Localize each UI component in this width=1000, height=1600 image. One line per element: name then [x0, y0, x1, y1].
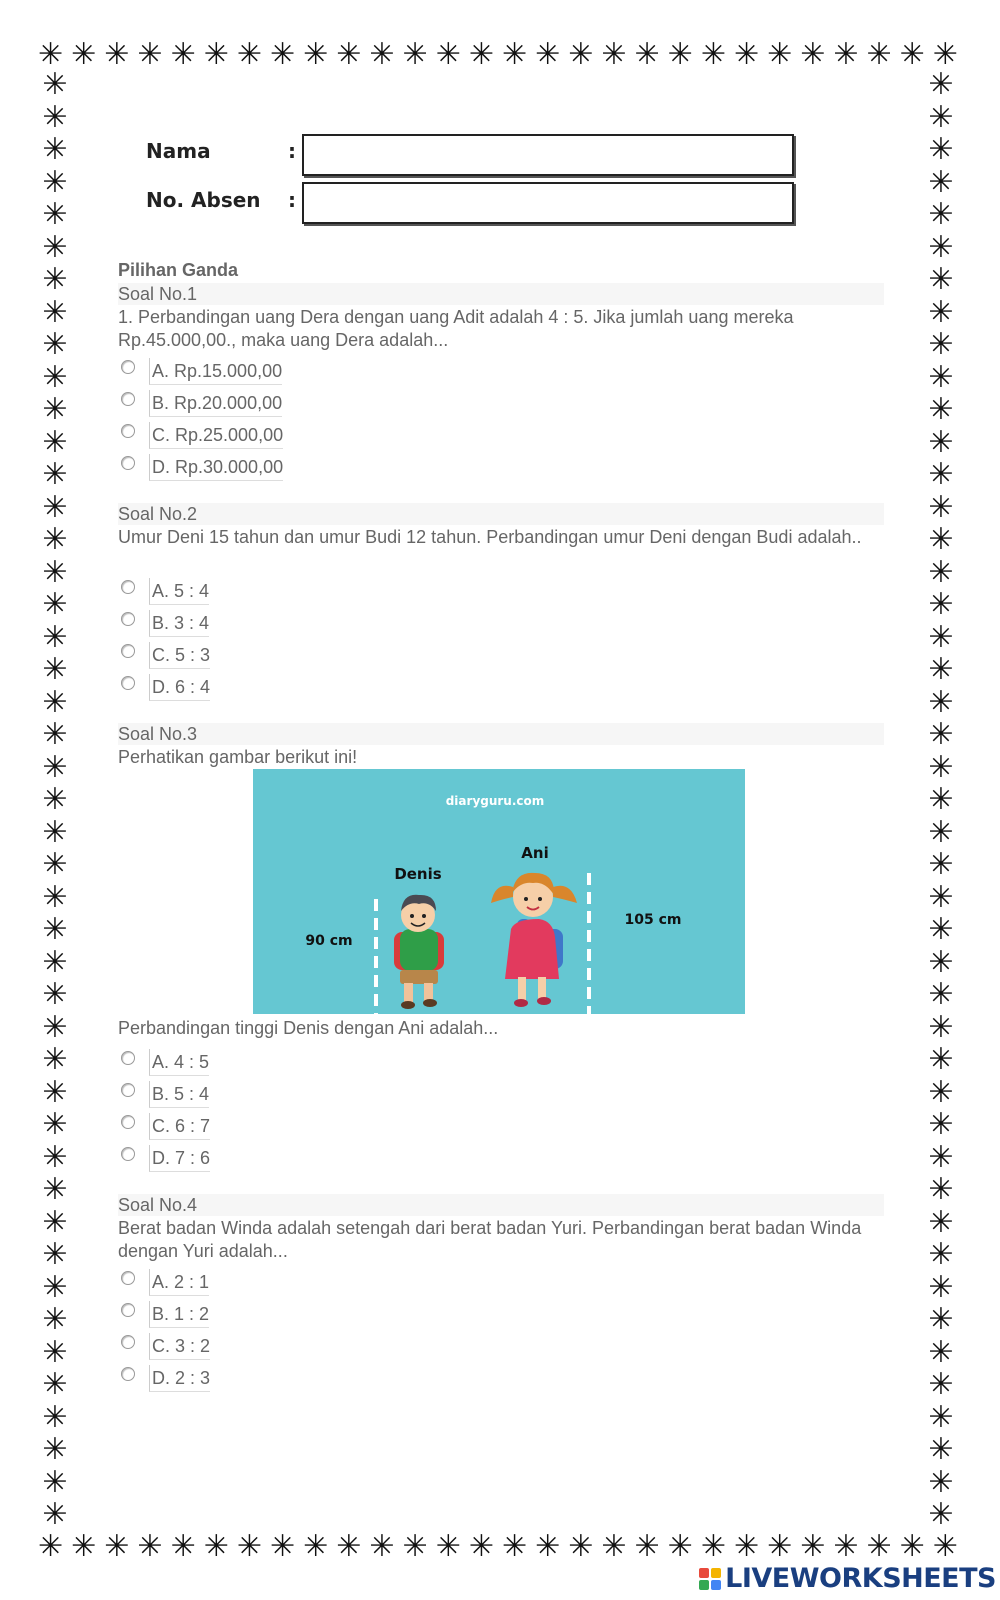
soal-3-option-a[interactable]	[118, 1049, 209, 1075]
border-star-icon: ✳	[866, 37, 892, 72]
border-star-icon: ✳	[928, 1399, 954, 1435]
border-star-icon: ✳	[236, 37, 262, 72]
border-star-icon: ✳	[303, 1529, 329, 1564]
border-star-icon: ✳	[402, 1529, 428, 1564]
radio-icon[interactable]	[121, 360, 135, 374]
border-star-icon: ✳	[137, 1529, 163, 1564]
border-star-icon: ✳	[928, 392, 954, 427]
border-star-icon: ✳	[928, 717, 954, 752]
border-star-icon: ✳	[42, 782, 68, 817]
border-star-icon: ✳	[203, 1529, 229, 1564]
soal-2-option-b[interactable]	[118, 610, 209, 636]
border-star-icon: ✳	[501, 37, 528, 72]
soal-4-option-b[interactable]	[118, 1301, 209, 1327]
border-star-icon: ✳	[42, 1074, 68, 1110]
soal-3-option-d[interactable]	[118, 1145, 210, 1171]
border-star-icon: ✳	[42, 684, 68, 720]
border-star-icon: ✳	[928, 197, 954, 232]
label-90cm: 90 cm	[305, 933, 353, 949]
radio-icon[interactable]	[121, 676, 135, 690]
border-star-icon: ✳	[928, 1367, 954, 1402]
option-label: C. 6 : 7	[149, 1113, 210, 1140]
border-star-icon: ✳	[928, 1107, 954, 1142]
absen-colon: :	[288, 188, 296, 212]
border-star-icon: ✳	[899, 1529, 925, 1564]
radio-icon[interactable]	[121, 1367, 135, 1381]
height-illustration	[253, 769, 745, 1014]
border-star-icon: ✳	[667, 37, 693, 72]
liveworksheets-logo[interactable]	[699, 1563, 996, 1594]
border-star-icon: ✳	[928, 1139, 954, 1175]
border-star-icon: ✳	[928, 1172, 954, 1207]
soal-4-option-a[interactable]	[118, 1269, 209, 1295]
radio-icon[interactable]	[121, 612, 135, 626]
border-star-icon: ✳	[42, 554, 68, 590]
border-star-icon: ✳	[42, 749, 68, 785]
border-star-icon: ✳	[42, 912, 68, 947]
radio-icon[interactable]	[121, 1271, 135, 1285]
brand-text: LIVEWORKSHEETS	[725, 1563, 996, 1594]
border-star-icon: ✳	[928, 1009, 954, 1045]
border-star-icon: ✳	[601, 37, 627, 72]
soal-4-option-d[interactable]	[118, 1365, 210, 1391]
name-input[interactable]	[302, 134, 794, 176]
border-star-icon: ✳	[42, 197, 68, 232]
border-star-icon: ✳	[42, 359, 68, 395]
border-star-icon: ✳	[928, 1302, 954, 1337]
option-label: A. Rp.15.000,00	[149, 358, 282, 385]
border-star-icon: ✳	[42, 164, 68, 200]
border-star-icon: ✳	[71, 1529, 97, 1564]
border-star-icon: ✳	[42, 1302, 68, 1337]
option-label: D. 2 : 3	[149, 1365, 210, 1392]
border-star-icon: ✳	[468, 1529, 494, 1564]
border-star-icon: ✳	[104, 1529, 130, 1564]
border-star-icon: ✳	[42, 977, 68, 1012]
border-top	[38, 38, 958, 72]
border-star-icon: ✳	[42, 327, 68, 362]
border-star-icon: ✳	[928, 879, 954, 915]
soal-1-option-d[interactable]	[118, 454, 283, 480]
border-star-icon: ✳	[42, 67, 68, 102]
border-star-icon: ✳	[568, 1529, 594, 1564]
border-star-icon: ✳	[42, 1432, 68, 1467]
border-star-icon: ✳	[42, 1367, 68, 1402]
soal-1-option-a[interactable]	[118, 358, 282, 384]
border-star-icon: ✳	[42, 1237, 68, 1272]
border-star-icon: ✳	[42, 717, 68, 752]
option-label: B. 1 : 2	[149, 1301, 209, 1328]
soal-3-option-c[interactable]	[118, 1113, 210, 1139]
border-star-icon: ✳	[42, 619, 68, 655]
border-star-icon: ✳	[42, 1269, 68, 1305]
border-star-icon: ✳	[928, 424, 954, 460]
option-label: B. 5 : 4	[149, 1081, 209, 1108]
border-star-icon: ✳	[468, 37, 494, 72]
border-star-icon: ✳	[928, 554, 954, 590]
border-bottom	[38, 1530, 958, 1564]
girl-figure	[491, 873, 577, 1007]
border-star-icon: ✳	[928, 1432, 954, 1467]
border-star-icon: ✳	[42, 489, 68, 525]
radio-icon[interactable]	[121, 1051, 135, 1065]
border-star-icon: ✳	[435, 1529, 461, 1564]
border-star-icon: ✳	[71, 37, 97, 72]
soal-3-text: Perhatikan gambar berikut ini!	[118, 747, 358, 767]
soal-3-question: Perbandingan tinggi Denis dengan Ani adalah...	[118, 1018, 499, 1038]
soal-2-option-d[interactable]	[118, 674, 210, 700]
radio-icon[interactable]	[121, 1083, 135, 1097]
border-star-icon: ✳	[928, 262, 954, 297]
option-label: B. 3 : 4	[149, 610, 209, 637]
border-star-icon: ✳	[928, 132, 954, 167]
border-star-icon: ✳	[42, 392, 68, 427]
border-star-icon: ✳	[402, 37, 428, 72]
border-star-icon: ✳	[733, 37, 760, 72]
border-star-icon: ✳	[236, 1529, 262, 1564]
border-star-icon: ✳	[42, 814, 68, 850]
border-star-icon: ✳	[38, 1529, 64, 1564]
border-star-icon: ✳	[667, 1529, 693, 1564]
border-star-icon: ✳	[336, 1529, 362, 1564]
border-left	[38, 67, 72, 1532]
option-label: A. 4 : 5	[149, 1049, 209, 1076]
border-star-icon: ✳	[42, 1042, 68, 1077]
name-label: Nama	[146, 139, 211, 163]
soal-2-option-c[interactable]	[118, 642, 210, 668]
absen-label: No. Absen	[146, 188, 261, 212]
soal-1-option-c[interactable]	[118, 422, 283, 448]
border-star-icon: ✳	[928, 99, 954, 135]
radio-icon[interactable]	[121, 644, 135, 658]
border-star-icon: ✳	[42, 229, 68, 265]
border-star-icon: ✳	[42, 1172, 68, 1207]
soal-1-text: 1. Perbandingan uang Dera dengan uang Adit adalah 4 : 5. Jika jumlah uang mereka Rp.45.000,00., maka uang Dera adalah...	[118, 307, 794, 350]
border-star-icon: ✳	[928, 619, 954, 655]
border-star-icon: ✳	[928, 684, 954, 720]
soal-1-header: Soal No.1	[118, 283, 884, 305]
border-star-icon: ✳	[928, 1237, 954, 1272]
border-star-icon: ✳	[203, 37, 229, 72]
border-star-icon: ✳	[535, 37, 561, 72]
border-star-icon: ✳	[42, 944, 68, 980]
section-title: Pilihan Ganda	[118, 260, 239, 280]
border-star-icon: ✳	[42, 1204, 68, 1240]
border-star-icon: ✳	[928, 749, 954, 785]
option-label: C. 3 : 2	[149, 1333, 210, 1360]
border-star-icon: ✳	[928, 1334, 954, 1370]
border-star-icon: ✳	[928, 1497, 954, 1532]
border-star-icon: ✳	[601, 1529, 627, 1564]
border-star-icon: ✳	[928, 522, 954, 557]
border-star-icon: ✳	[42, 262, 68, 297]
border-star-icon: ✳	[568, 37, 594, 72]
watermark-text: diaryguru.com	[445, 794, 545, 808]
border-star-icon: ✳	[833, 37, 859, 72]
border-star-icon: ✳	[336, 37, 362, 72]
radio-icon[interactable]	[121, 1147, 135, 1161]
soal-2-option-a[interactable]	[118, 578, 209, 604]
border-star-icon: ✳	[866, 1529, 892, 1564]
border-star-icon: ✳	[42, 132, 68, 167]
label-ani: Ani	[521, 844, 549, 862]
border-star-icon: ✳	[928, 67, 954, 102]
border-star-icon: ✳	[42, 652, 68, 687]
border-star-icon: ✳	[303, 37, 329, 72]
option-label: D. 7 : 6	[149, 1145, 210, 1172]
border-star-icon: ✳	[928, 782, 954, 817]
border-star-icon: ✳	[634, 1529, 660, 1564]
border-star-icon: ✳	[928, 327, 954, 362]
border-star-icon: ✳	[42, 1399, 68, 1435]
border-star-icon: ✳	[42, 1009, 68, 1045]
radio-icon[interactable]	[121, 580, 135, 594]
border-star-icon: ✳	[369, 37, 395, 72]
border-star-icon: ✳	[928, 912, 954, 947]
soal-4-text: Berat badan Winda adalah setengah dari berat badan Yuri. Perbandingan berat badan Winda dengan Yuri adalah...	[118, 1218, 862, 1261]
border-star-icon: ✳	[634, 37, 660, 72]
absen-input[interactable]	[302, 182, 794, 224]
label-105cm: 105 cm	[624, 912, 682, 928]
border-star-icon: ✳	[928, 652, 954, 687]
border-star-icon: ✳	[928, 489, 954, 525]
border-star-icon: ✳	[42, 879, 68, 915]
label-denis: Denis	[394, 865, 442, 883]
border-star-icon: ✳	[42, 99, 68, 135]
border-star-icon: ✳	[42, 847, 68, 882]
liveworksheets-icon	[699, 1568, 721, 1590]
border-star-icon: ✳	[928, 847, 954, 882]
soal-2-text: Umur Deni 15 tahun dan umur Budi 12 tahun. Perbandingan umur Deni dengan Budi adalah..	[118, 527, 862, 547]
border-star-icon: ✳	[733, 1529, 760, 1564]
border-star-icon: ✳	[928, 1074, 954, 1110]
option-label: C. 5 : 3	[149, 642, 210, 669]
radio-icon[interactable]	[121, 424, 135, 438]
option-label: B. Rp.20.000,00	[149, 390, 282, 417]
option-label: A. 2 : 1	[149, 1269, 209, 1296]
border-star-icon: ✳	[928, 944, 954, 980]
border-star-icon: ✳	[833, 1529, 859, 1564]
border-star-icon: ✳	[42, 1139, 68, 1175]
option-label: C. Rp.25.000,00	[149, 422, 283, 449]
name-colon: :	[288, 139, 296, 163]
border-star-icon: ✳	[928, 294, 954, 330]
border-star-icon: ✳	[928, 977, 954, 1012]
border-star-icon: ✳	[501, 1529, 528, 1564]
boy-figure	[394, 895, 444, 1009]
border-star-icon: ✳	[42, 587, 68, 622]
border-star-icon: ✳	[928, 814, 954, 850]
border-star-icon: ✳	[42, 294, 68, 330]
border-star-icon: ✳	[928, 457, 954, 492]
border-star-icon: ✳	[42, 1497, 68, 1532]
border-star-icon: ✳	[800, 37, 826, 72]
border-star-icon: ✳	[932, 37, 958, 72]
border-star-icon: ✳	[269, 37, 296, 72]
border-star-icon: ✳	[767, 37, 793, 72]
border-star-icon: ✳	[899, 37, 925, 72]
border-star-icon: ✳	[928, 1204, 954, 1240]
soal-1-option-b[interactable]	[118, 390, 282, 416]
border-star-icon: ✳	[767, 1529, 793, 1564]
border-star-icon: ✳	[928, 587, 954, 622]
border-right	[924, 67, 958, 1532]
border-star-icon: ✳	[369, 1529, 395, 1564]
border-star-icon: ✳	[928, 1042, 954, 1077]
border-star-icon: ✳	[700, 37, 726, 72]
border-star-icon: ✳	[42, 1464, 68, 1500]
border-star-icon: ✳	[38, 37, 64, 72]
soal-3-option-b[interactable]	[118, 1081, 209, 1107]
option-label: D. Rp.30.000,00	[149, 454, 283, 481]
border-star-icon: ✳	[42, 424, 68, 460]
radio-icon[interactable]	[121, 456, 135, 470]
radio-icon[interactable]	[121, 1115, 135, 1129]
radio-icon[interactable]	[121, 1303, 135, 1317]
radio-icon[interactable]	[121, 1335, 135, 1349]
soal-2-header: Soal No.2	[118, 503, 884, 525]
border-star-icon: ✳	[928, 164, 954, 200]
border-star-icon: ✳	[435, 37, 461, 72]
border-star-icon: ✳	[535, 1529, 561, 1564]
option-label: D. 6 : 4	[149, 674, 210, 701]
soal-4-header: Soal No.4	[118, 1194, 884, 1216]
border-star-icon: ✳	[928, 229, 954, 265]
illustration-svg	[253, 769, 745, 1014]
border-star-icon: ✳	[928, 1464, 954, 1500]
option-label: A. 5 : 4	[149, 578, 209, 605]
border-star-icon: ✳	[42, 1107, 68, 1142]
soal-3-header: Soal No.3	[118, 723, 884, 745]
border-star-icon: ✳	[137, 37, 163, 72]
border-star-icon: ✳	[932, 1529, 958, 1564]
soal-4-option-c[interactable]	[118, 1333, 210, 1359]
border-star-icon: ✳	[800, 1529, 826, 1564]
border-star-icon: ✳	[170, 37, 196, 72]
border-star-icon: ✳	[42, 457, 68, 492]
border-star-icon: ✳	[700, 1529, 726, 1564]
border-star-icon: ✳	[928, 1269, 954, 1305]
border-star-icon: ✳	[269, 1529, 296, 1564]
border-star-icon: ✳	[928, 359, 954, 395]
border-star-icon: ✳	[42, 522, 68, 557]
border-star-icon: ✳	[170, 1529, 196, 1564]
border-star-icon: ✳	[42, 1334, 68, 1370]
radio-icon[interactable]	[121, 392, 135, 406]
border-star-icon: ✳	[104, 37, 130, 72]
